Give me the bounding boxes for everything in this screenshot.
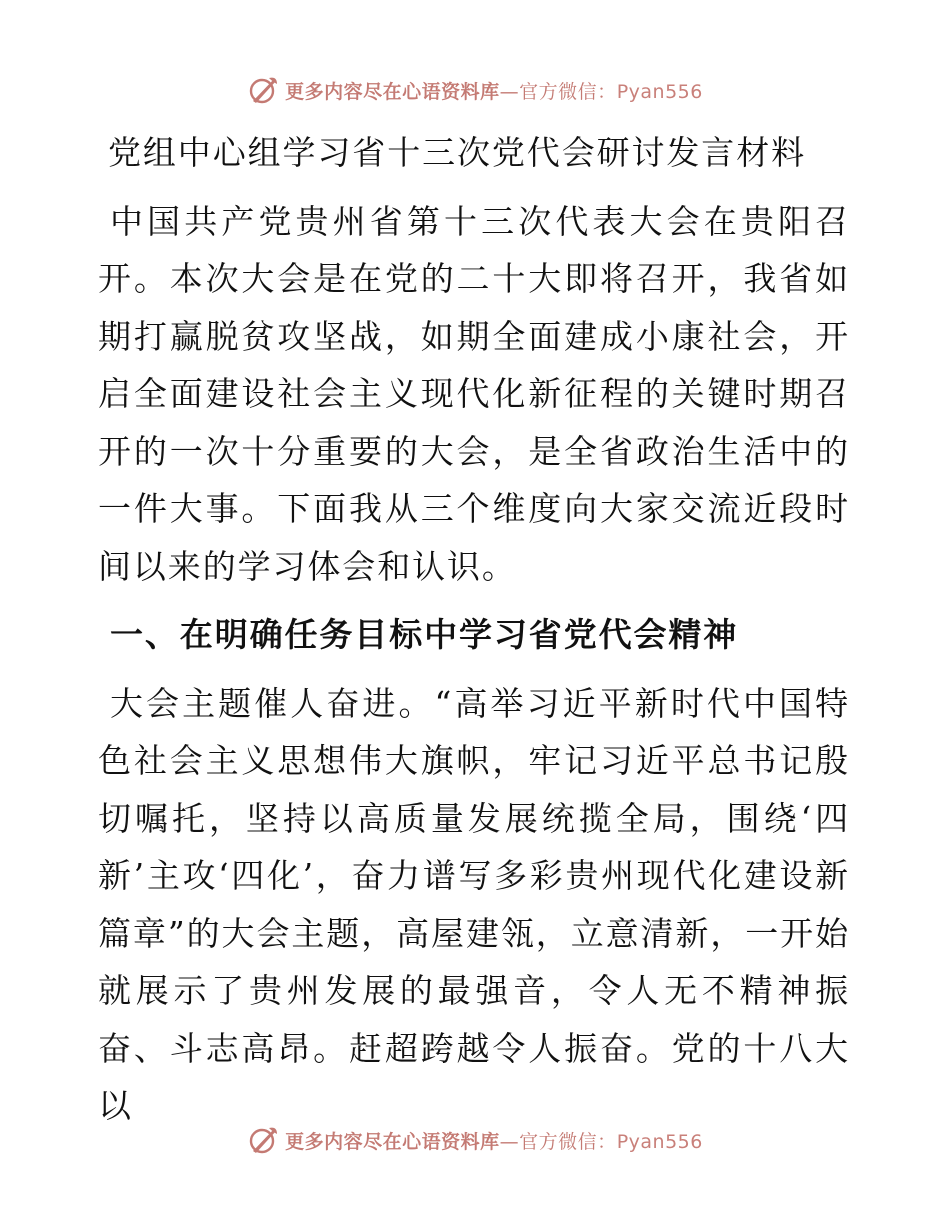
watermark-wechat-label: 官方微信：: [519, 1130, 617, 1153]
document-title: 党组中心组学习省十三次党代会研讨发言材料: [108, 133, 806, 172]
watermark-wechat-id: Pyan556: [616, 1130, 703, 1153]
watermark-text: [285, 1127, 703, 1154]
watermark-text: [285, 77, 703, 104]
watermark-wechat-label: 官方微信：: [519, 80, 617, 103]
watermark-main: 更多内容尽在心语资料库: [285, 80, 500, 103]
watermark-dash: —: [499, 80, 520, 103]
intro-paragraph: 中国共产党贵州省第十三次代表大会在贵阳召开。本次大会是在党的二十大即将召开，我省如期打赢脱贫攻坚战，如期全面建成小康社会，开启全面建设社会主义现代化新征程的关键时期召开的一次十分重要的大会，是全省政治生活中的一件大事。下面我从三个维度向大家交流近段时间以来的学习体会和认识。: [98, 201, 850, 586]
watermark-main: 更多内容尽在心语资料库: [285, 1130, 500, 1153]
watermark-banner-bottom: [0, 1120, 950, 1160]
section-heading-1: 一、在明确任务目标中学习省党代会精神: [110, 615, 739, 654]
section-1-paragraph: 大会主题催人奋进。“高举习近平新时代中国特色社会主义思想伟大旗帜，牢记习近平总书记殷切嘱托，坚持以高质量发展统揽全局，围绕‘四新’主攻‘四化’，奋力谱写多彩贵州现代化建设新篇章”的大会主题，高屋建瓴，立意清新，一开始就展示了贵州发展的最强音，令人无不精神振奋、斗志高昂。赶超跨越令人振奋。党的十八大以: [98, 683, 850, 1125]
watermark-wechat-id: Pyan556: [616, 80, 703, 103]
watermark-banner-top: [0, 70, 950, 110]
quill-pen-logo-icon: [247, 1124, 279, 1156]
watermark-dash: —: [499, 1130, 520, 1153]
document-body: [98, 124, 850, 1146]
quill-pen-logo-icon: [247, 74, 279, 106]
